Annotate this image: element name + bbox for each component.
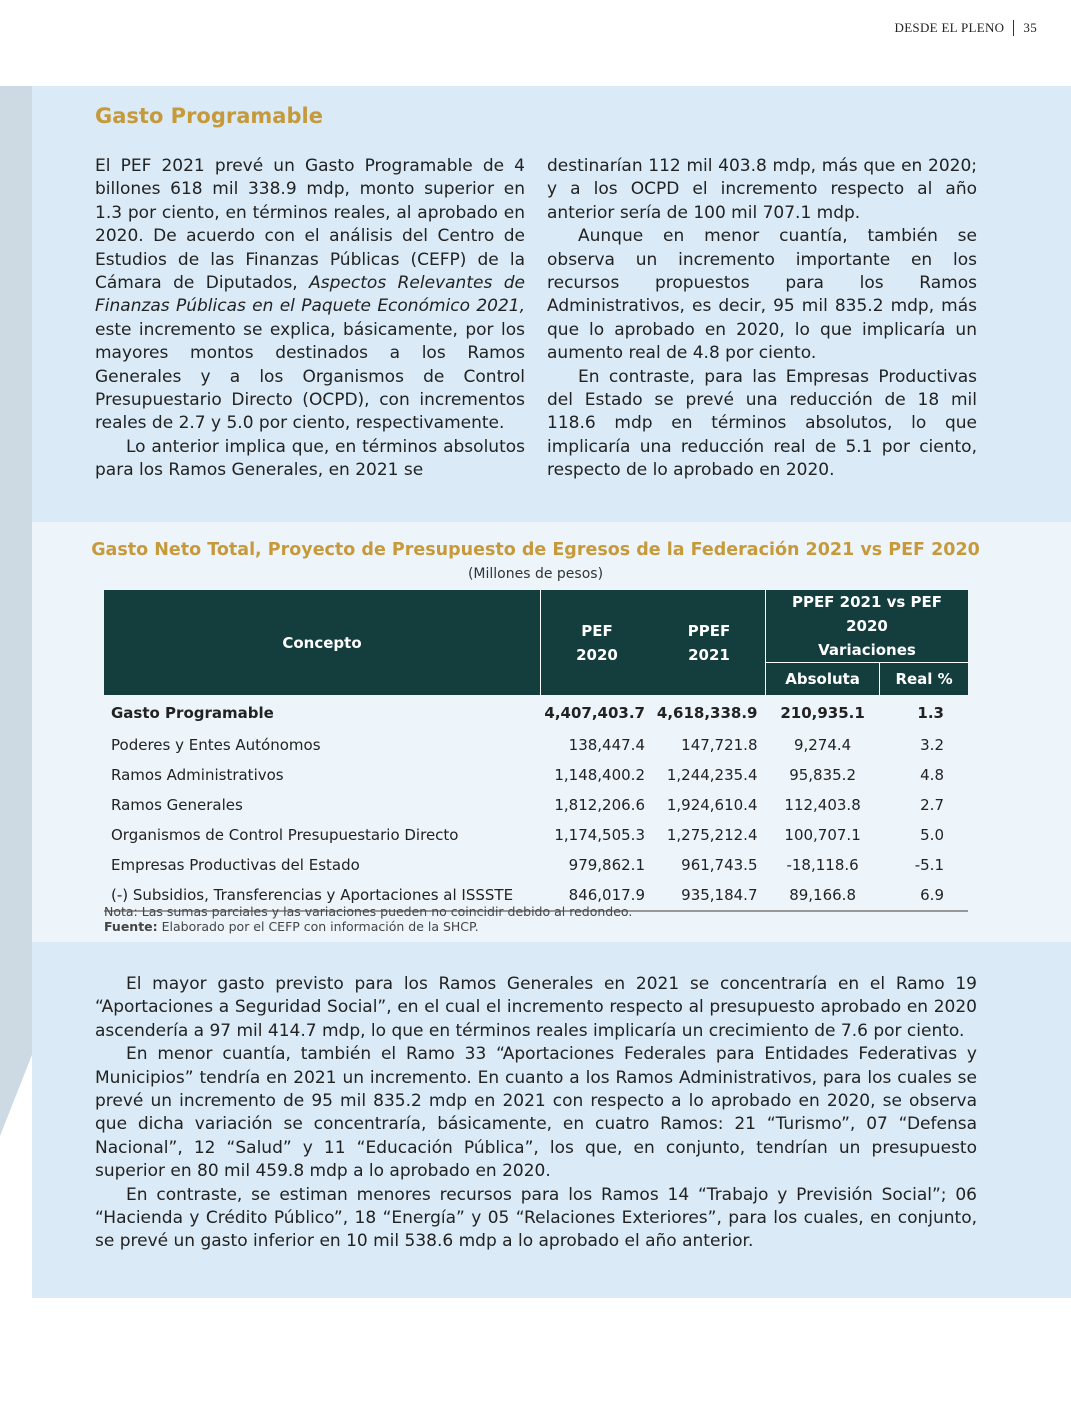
row-absolute: 100,707.1 xyxy=(784,826,861,844)
row-ppef: 4,618,338.9 xyxy=(656,703,758,722)
row-real: 2.7 xyxy=(920,796,944,814)
header-ppef-year: 2021 xyxy=(688,645,730,664)
row-real: 6.9 xyxy=(880,880,968,911)
source-label: Fuente: xyxy=(104,919,158,934)
left-p1-text-a: El PEF 2021 prevé un Gasto Programable de 4 billones 618 mil 338.9 mdp, monto superior en 1.3 por ciento, en términos reales, al aprobado en 2020. De acuerdo con el análisis del Centro de Estudios de las Finanzas Públicas (CEFP) de la Cámara de Diputados, xyxy=(95,156,525,294)
running-header xyxy=(895,20,1038,36)
header-variations xyxy=(766,590,969,663)
table-row xyxy=(104,790,968,820)
row-absolute: 89,166.8 xyxy=(766,880,880,911)
table-title: Gasto Neto Total, Proyecto de Presupuesto de Egresos de la Federación 2021 vs PEF 2020 xyxy=(91,540,980,560)
table-row xyxy=(104,850,968,880)
row-pef: 979,862.1 xyxy=(568,856,645,874)
header-section: DESDE EL PLENO xyxy=(894,20,1005,35)
section-title: Gasto Programable xyxy=(95,104,323,128)
row-absolute: 9,274.4 xyxy=(793,736,852,754)
row-real: 4.8 xyxy=(920,766,944,784)
row-concept: Poderes y Entes Autónomos xyxy=(111,736,321,754)
row-absolute: -18,118.6 xyxy=(786,856,859,874)
row-absolute: 112,403.8 xyxy=(784,796,861,814)
row-absolute: 95,835.2 xyxy=(789,766,856,784)
header-real: Real % xyxy=(880,663,968,696)
row-ppef: 1,275,212.4 xyxy=(666,826,758,844)
row-ppef: 1,924,610.4 xyxy=(666,796,758,814)
right-paragraph-1: destinarían 112 mil 403.8 mdp, más que en 2020; y a los OCPD el incremento respecto al año anterior sería de 100 mil 707.1 mdp. xyxy=(547,156,977,223)
row-pef: 138,447.4 xyxy=(568,736,645,754)
right-paragraph-2: Aunque en menor cuantía, también se observa un incremento importante en los recursos propuestos para los Ramos Administrativos, es decir, 95 mil 835.2 mdp, más que lo aprobado en 2020, lo que implicaría un aumento real de 4.8 por ciento. xyxy=(547,226,977,364)
row-concept: Ramos Generales xyxy=(111,796,243,814)
header-variations-label: Variaciones xyxy=(818,641,916,659)
body-paragraph-1: El mayor gasto previsto para los Ramos Generales en 2021 se concentraría en el Ramo 19 “Aportaciones a Seguridad Social”, en el cual el incremento respecto al presupuesto aprobado en 2020 ascendería a 97 mil 414.7 mdp, lo que en términos reales implicaría un crecimiento de 7.6 por ciento. xyxy=(95,974,977,1041)
row-pef: 846,017.9 xyxy=(541,880,654,911)
row-pef: 4,407,403.7 xyxy=(544,703,645,722)
body-text xyxy=(95,973,977,1254)
table-note: Nota: Las sumas parciales y las variaciones pueden no coincidir debido al redondeo. xyxy=(104,904,633,919)
row-absolute: 210,935.1 xyxy=(780,703,865,722)
row-ppef: 147,721.8 xyxy=(681,736,758,754)
table-row xyxy=(104,820,968,850)
table-row xyxy=(104,695,968,730)
source-text: Elaborado por el CEFP con información de la SHCP. xyxy=(161,919,479,934)
row-concept: Empresas Productivas del Estado xyxy=(111,856,360,874)
header-divider xyxy=(1013,20,1014,36)
row-concept: Organismos de Control Presupuestario Directo xyxy=(111,826,459,844)
row-pef: 1,148,400.2 xyxy=(554,766,645,784)
row-concept: Gasto Programable xyxy=(111,703,274,722)
header-concept: Concepto xyxy=(104,590,541,695)
left-p1-text-b: este incremento se explica, básicamente, por los mayores montos destinados a los Ramos Generales y a los Organismos de Control Presupuestario Directo (OCPD), con incrementos reales de 2.7 y 5.0 por ciento, respectivamente. xyxy=(95,319,525,434)
row-real: 3.2 xyxy=(920,736,944,754)
header-ppef-2021 xyxy=(653,590,766,695)
right-paragraph-3: En contraste, para las Empresas Productivas del Estado se prevé una reducción de 18 mil 118.6 mdp en términos absolutos, lo que implicaría una reducción real de 5.1 por ciento, respecto de lo aprobado en 2020. xyxy=(547,366,977,481)
header-variations-title: PPEF 2021 vs PEF 2020 xyxy=(791,593,943,635)
row-real: 5.0 xyxy=(920,826,944,844)
header-ppef-label: PPEF xyxy=(687,621,731,640)
row-real: -5.1 xyxy=(914,856,944,874)
table-source xyxy=(104,919,632,934)
row-pef: 1,812,206.6 xyxy=(554,796,645,814)
table-notes xyxy=(104,904,632,934)
left-paragraph-2: Lo anterior implica que, en términos absolutos para los Ramos Generales, en 2021 se xyxy=(95,436,525,481)
header-pef-year: 2020 xyxy=(576,645,618,664)
row-real: 1.3 xyxy=(917,703,944,722)
row-ppef: 935,184.7 xyxy=(653,880,766,911)
row-pef: 1,174,505.3 xyxy=(554,826,645,844)
left-paragraph-1 xyxy=(95,155,525,436)
left-column xyxy=(95,155,525,483)
report-title-italic: Aspectos Relevantes de Finanzas Públicas en el Paquete Económico 2021, xyxy=(95,273,525,317)
row-concept: (-) Subsidios, Transferencias y Aportaciones al ISSSTE xyxy=(104,880,541,911)
budget-table xyxy=(104,590,968,912)
body-paragraph-2: En menor cuantía, también el Ramo 33 “Aportaciones Federales para Entidades Federativas y Municipios” tendría en 2021 un incremento. En cuanto a los Ramos Administrativos, para los cuales se prevé un incremento de 95 mil 835.2 mdp en 2021 con respecto a lo aprobado en 2020, se observa que dicha variación se concentraría, básicamente, en cuatro Ramos: 21 “Turismo”, 07 “Defensa Nacional”, 12 “Salud” y 11 “Educación Pública”, los que, en conjunto, tendrían un presupuesto superior en 80 mil 459.8 mdp a lo aprobado en 2020. xyxy=(95,1044,977,1182)
page-number: 35 xyxy=(1023,20,1037,35)
body-paragraph-3: En contraste, se estiman menores recursos para los Ramos 14 “Trabajo y Previsión Social”; 06 “Hacienda y Crédito Público”, 18 “Energía” y 05 “Relaciones Exteriores”, para los cuales, en conjunto, se prevé un gasto inferior en 10 mil 538.6 mdp a lo aprobado el año anterior. xyxy=(95,1184,977,1252)
header-absolute: Absoluta xyxy=(766,663,880,696)
header-pef-2020 xyxy=(541,590,654,695)
row-ppef: 1,244,235.4 xyxy=(666,766,758,784)
table-row xyxy=(104,760,968,790)
header-pef-label: PEF xyxy=(581,621,613,640)
row-ppef: 961,743.5 xyxy=(681,856,758,874)
table-subtitle: (Millones de pesos) xyxy=(467,566,604,582)
row-concept: Ramos Administrativos xyxy=(111,766,284,784)
table-row xyxy=(104,730,968,760)
right-column xyxy=(547,155,977,483)
decorative-strip xyxy=(0,86,32,1336)
